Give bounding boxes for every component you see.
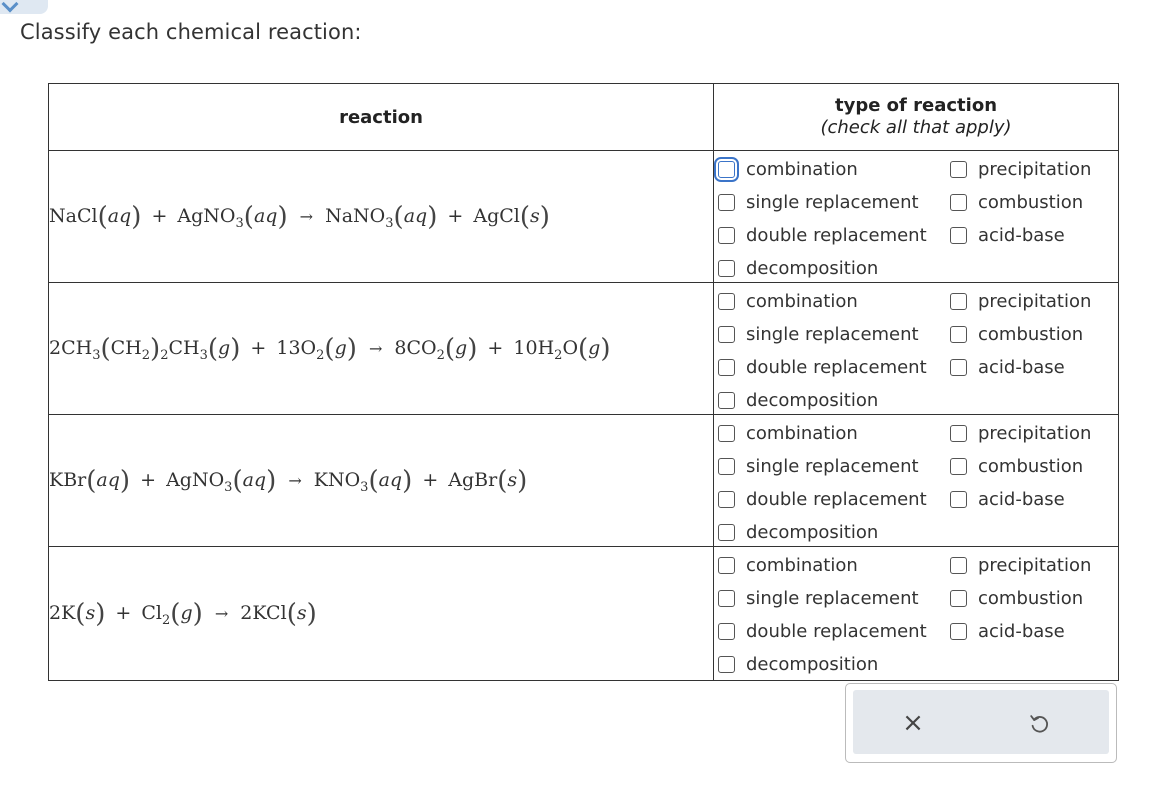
option-combination-row-2[interactable]	[718, 288, 858, 314]
option-double-replacement-row-4[interactable]	[718, 618, 927, 644]
reaction-arrow: →	[299, 206, 314, 226]
option-label: decomposition	[746, 257, 879, 279]
option-acid-base-row-1[interactable]	[950, 222, 1065, 248]
option-label: precipitation	[978, 290, 1092, 312]
equation-cell-4	[49, 547, 714, 681]
options-cell-4	[714, 547, 1119, 681]
option-label: combustion	[978, 191, 1084, 213]
option-acid-base-row-4[interactable]	[950, 618, 1065, 644]
equation-1: NaCl(aq) + AgNO$_3$(aq) → NaNO$_3$(aq) + AgCl(s)	[49, 201, 550, 232]
option-precipitation-row-3[interactable]	[950, 420, 1091, 446]
option-label: double replacement	[746, 224, 927, 246]
checkbox[interactable]	[950, 161, 967, 178]
option-combustion-row-3[interactable]	[950, 453, 1083, 479]
undo-icon	[1028, 712, 1050, 734]
type-header-subtitle: (check all that apply)	[820, 117, 1012, 138]
checkbox[interactable]	[718, 293, 735, 310]
checkbox[interactable]	[718, 326, 735, 343]
checkbox[interactable]	[718, 524, 735, 541]
option-precipitation-row-4[interactable]	[950, 552, 1091, 578]
checkbox[interactable]	[718, 590, 735, 607]
reaction-row-4	[49, 547, 1119, 681]
option-single-replacement-row-3[interactable]	[718, 453, 919, 479]
option-label: combustion	[978, 455, 1084, 477]
reaction-arrow: →	[288, 470, 302, 490]
checkbox[interactable]	[950, 623, 967, 640]
option-label: combination	[746, 290, 858, 312]
checkbox[interactable]	[718, 227, 735, 244]
option-precipitation-row-1[interactable]	[950, 156, 1091, 182]
checkbox[interactable]	[718, 458, 735, 475]
checkbox[interactable]	[718, 656, 735, 673]
option-combination-row-3[interactable]	[718, 420, 858, 446]
options-cell-1	[714, 151, 1119, 283]
option-double-replacement-row-2[interactable]	[718, 354, 927, 380]
equation-cell-1	[49, 151, 714, 283]
option-label: precipitation	[978, 554, 1092, 576]
header-row	[49, 84, 1119, 151]
checkbox[interactable]	[718, 392, 735, 409]
equation-cell-2	[49, 283, 714, 415]
classification-table	[48, 83, 1119, 681]
option-label: single replacement	[746, 191, 919, 213]
option-precipitation-row-2[interactable]	[950, 288, 1091, 314]
checkbox[interactable]	[718, 359, 735, 376]
equation-4: $2K(s) + Cl_2(g) \to 2KCl(s)$	[49, 598, 317, 629]
option-label: combustion	[978, 587, 1084, 609]
option-label: double replacement	[746, 356, 927, 378]
checkbox[interactable]	[718, 557, 735, 574]
question-prompt: Classify each chemical reaction:	[20, 20, 362, 44]
reaction-column-header: reaction	[49, 84, 714, 151]
option-single-replacement-row-4[interactable]	[718, 585, 919, 611]
checkbox[interactable]	[950, 590, 967, 607]
reaction-row-1	[49, 151, 1119, 283]
checkbox[interactable]	[950, 293, 967, 310]
option-double-replacement-row-3[interactable]	[718, 486, 927, 512]
reaction-arrow: →	[368, 338, 383, 358]
clear-button[interactable]: ×	[902, 708, 924, 738]
options-cell-3	[714, 415, 1119, 547]
option-single-replacement-row-2[interactable]	[718, 321, 919, 347]
option-label: double replacement	[746, 488, 927, 510]
option-label: single replacement	[746, 323, 919, 345]
option-label: precipitation	[978, 422, 1092, 444]
option-label: combination	[746, 158, 858, 180]
equation-cell-3	[49, 415, 714, 547]
reaction-row-3	[49, 415, 1119, 547]
option-label: double replacement	[746, 620, 927, 642]
option-label: precipitation	[978, 158, 1092, 180]
checkbox[interactable]	[950, 425, 967, 442]
option-label: single replacement	[746, 587, 919, 609]
option-label: acid-base	[978, 224, 1065, 246]
option-combustion-row-4[interactable]	[950, 585, 1083, 611]
checkbox[interactable]	[718, 425, 735, 442]
equation-2: $2CH_3(CH_2)_2CH_3(g) + 13O_2(g) \to 8CO_2(g) + 10H_2O(g)$	[49, 333, 611, 364]
checkbox[interactable]	[718, 491, 735, 508]
option-decomposition-row-3[interactable]	[718, 519, 878, 545]
option-acid-base-row-2[interactable]	[950, 354, 1065, 380]
checkbox[interactable]	[950, 326, 967, 343]
type-header-title: type of reaction	[834, 95, 998, 116]
checkbox[interactable]	[950, 491, 967, 508]
answer-toolbar	[845, 683, 1117, 763]
type-column-header	[714, 84, 1119, 151]
option-label: combination	[746, 422, 858, 444]
option-label: decomposition	[746, 653, 879, 675]
checkbox[interactable]	[718, 161, 735, 178]
option-decomposition-row-1[interactable]	[718, 255, 878, 281]
option-label: combination	[746, 554, 858, 576]
option-combination-row-4[interactable]	[718, 552, 858, 578]
checkbox[interactable]	[718, 260, 735, 277]
checkbox[interactable]	[950, 227, 967, 244]
option-combustion-row-2[interactable]	[950, 321, 1083, 347]
checkbox[interactable]	[950, 458, 967, 475]
toolbar-panel	[853, 690, 1109, 754]
option-single-replacement-row-1[interactable]	[718, 189, 919, 215]
option-decomposition-row-2[interactable]	[718, 387, 878, 413]
option-decomposition-row-4[interactable]	[718, 651, 878, 677]
collapse-tab[interactable]	[0, 0, 48, 14]
option-label: decomposition	[746, 521, 879, 543]
option-double-replacement-row-1[interactable]	[718, 222, 927, 248]
checkbox[interactable]	[718, 623, 735, 640]
checkbox[interactable]	[950, 557, 967, 574]
equation-3: KBr(aq) + AgNO$_3$(aq) → $KNO_3(aq)$ + AgBr(s)	[49, 465, 528, 496]
option-combination-row-1[interactable]	[718, 156, 858, 182]
option-acid-base-row-3[interactable]	[950, 486, 1065, 512]
reaction-row-2	[49, 283, 1119, 415]
chevron-down-icon	[2, 0, 19, 12]
option-label: single replacement	[746, 455, 919, 477]
checkbox[interactable]	[718, 194, 735, 211]
option-label: acid-base	[978, 488, 1065, 510]
option-label: acid-base	[978, 356, 1065, 378]
reaction-arrow: →	[214, 603, 229, 623]
option-label: combustion	[978, 323, 1084, 345]
option-label: acid-base	[978, 620, 1065, 642]
undo-button[interactable]	[1019, 704, 1059, 742]
checkbox[interactable]	[950, 194, 967, 211]
options-cell-2	[714, 283, 1119, 415]
option-combustion-row-1[interactable]	[950, 189, 1083, 215]
checkbox[interactable]	[950, 359, 967, 376]
option-label: decomposition	[746, 389, 879, 411]
